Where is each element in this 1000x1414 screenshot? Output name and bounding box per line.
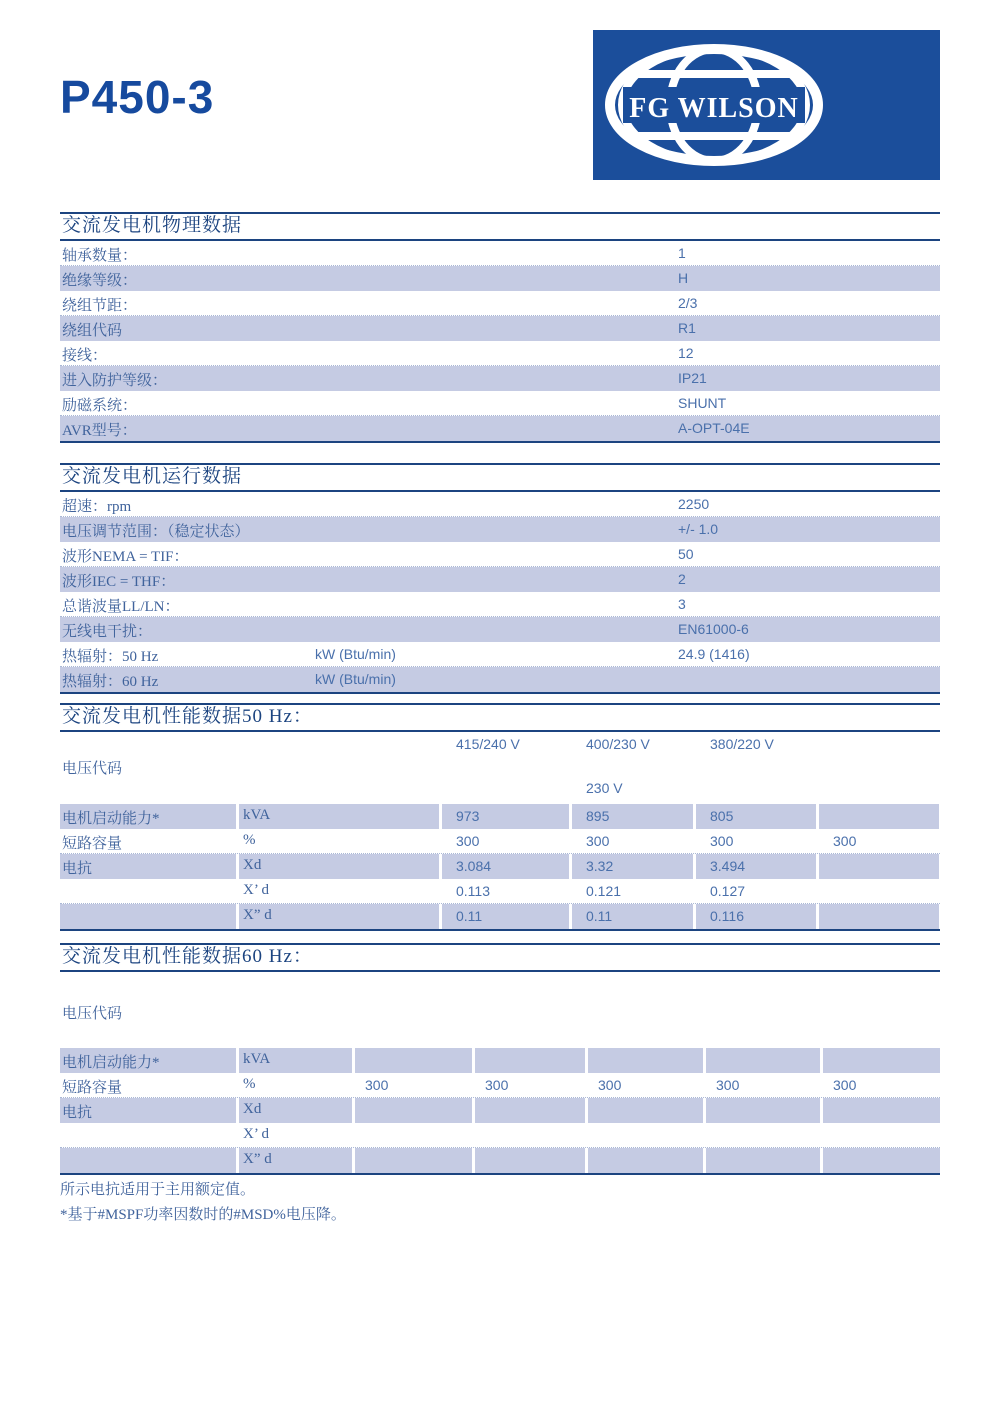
page-title: P450-3 <box>60 71 215 123</box>
row-label: 轴承数量： <box>62 248 138 264</box>
table-row <box>60 366 940 391</box>
cell-value: 300 <box>833 833 857 849</box>
row-label: 电压调节范围：（稳定状态） <box>62 524 250 540</box>
table-row <box>60 266 940 291</box>
spec-table <box>60 492 940 694</box>
voltage-code-label: 电压代码 <box>62 761 123 777</box>
cell-value <box>819 804 939 829</box>
cell-value: 0.121 <box>586 883 622 899</box>
row-unit: kVA <box>239 1048 352 1073</box>
cell-value: 300 <box>598 1077 622 1093</box>
page-header <box>60 30 940 180</box>
cell-value <box>475 1048 585 1073</box>
table-row <box>60 667 940 692</box>
cell-value <box>819 904 939 929</box>
cell-value <box>706 1098 820 1123</box>
voltage-code-row <box>60 757 940 780</box>
performance-table-60hz <box>60 1048 940 1175</box>
cell-value: 300 <box>586 833 610 849</box>
row-value: A-OPT-04E <box>678 420 750 436</box>
cell-value <box>823 1123 940 1148</box>
row-label <box>60 1123 236 1148</box>
row-unit: X’ d <box>243 882 269 898</box>
row-unit: X” d <box>239 1148 352 1173</box>
table-row <box>60 416 940 441</box>
performance-table-50hz <box>60 804 940 931</box>
table-row <box>60 1048 940 1073</box>
table-row <box>60 291 940 316</box>
voltage-code-label: 电压代码 <box>62 1006 123 1022</box>
row-label: 电抗 <box>60 1098 236 1123</box>
table-row <box>60 854 940 879</box>
footnote: 所示电抗适用于主用额定值。 <box>60 1182 256 1198</box>
table-row <box>60 567 940 592</box>
cell-value <box>823 1048 940 1073</box>
row-value: R1 <box>678 320 696 336</box>
row-label: 短路容量 <box>62 1080 123 1096</box>
cell-value: 300 <box>716 1077 740 1093</box>
voltage-header: 415/240 V <box>456 736 520 752</box>
section-title: 交流发电机性能数据60 Hz： <box>60 943 940 972</box>
row-label: 无线电干扰： <box>62 624 153 640</box>
table-row <box>60 391 940 416</box>
cell-value: 300 <box>456 833 480 849</box>
section-operating-data <box>60 463 940 694</box>
cell-value: 0.116 <box>696 904 816 929</box>
voltage-code-row <box>60 1002 940 1024</box>
row-label: 电机启动能力* <box>60 1048 236 1073</box>
table-row <box>60 879 940 904</box>
table-row <box>60 617 940 642</box>
row-value: 24.9 (1416) <box>678 646 750 662</box>
cell-value <box>823 1148 940 1173</box>
row-value: EN61000-6 <box>678 621 749 637</box>
cell-value <box>588 1148 703 1173</box>
section-title: 交流发电机运行数据 <box>60 463 940 492</box>
cell-value <box>706 1123 820 1148</box>
row-label <box>60 879 236 904</box>
cell-value: 300 <box>485 1077 509 1093</box>
cell-value <box>475 1123 585 1148</box>
table-row <box>60 241 940 266</box>
fg-wilson-logo <box>593 30 940 180</box>
section-performance-60hz <box>60 943 940 1175</box>
row-label: 绝缘等级： <box>62 273 138 289</box>
row-label: 波形IEC = THF： <box>62 574 176 590</box>
row-unit: Xd <box>239 1098 352 1123</box>
table-row <box>60 492 940 517</box>
row-unit: kW (Btu/min) <box>315 671 396 687</box>
row-label: 总谐波量LL/LN： <box>62 599 180 615</box>
table-row <box>60 517 940 542</box>
row-value: SHUNT <box>678 395 727 411</box>
voltage-header: 400/230 V <box>586 736 650 752</box>
cell-value: 0.11 <box>442 904 569 929</box>
row-label: 热辐射：60 Hz <box>62 674 159 690</box>
table-row <box>60 542 940 567</box>
cell-value: 895 <box>572 804 693 829</box>
voltage-header-row <box>60 736 940 757</box>
row-label <box>60 904 236 929</box>
row-unit: Xd <box>239 854 439 879</box>
table-row <box>60 1073 940 1098</box>
row-value: 12 <box>678 345 694 361</box>
row-unit: % <box>243 1076 256 1092</box>
section-title: 交流发电机物理数据 <box>60 212 940 241</box>
section-title: 交流发电机性能数据50 Hz： <box>60 703 940 732</box>
voltage-subheader: 230 V <box>586 780 623 796</box>
cell-value: 300 <box>833 1077 857 1093</box>
row-label: 绕组代码 <box>62 323 123 339</box>
row-label: 进入防护等级： <box>62 373 168 389</box>
cell-value <box>819 854 939 879</box>
table-row <box>60 829 940 854</box>
cell-value <box>475 1148 585 1173</box>
cell-value <box>355 1123 472 1148</box>
cell-value: 0.113 <box>456 883 490 899</box>
footnotes <box>60 1178 940 1228</box>
voltage-subheader-row <box>60 780 940 802</box>
spec-table <box>60 241 940 443</box>
row-value: 50 <box>678 546 694 562</box>
table-row <box>60 341 940 366</box>
section-performance-50hz <box>60 703 940 931</box>
row-label: AVR型号： <box>62 423 137 439</box>
row-value: 3 <box>678 596 686 612</box>
cell-value: 300 <box>365 1077 389 1093</box>
row-unit: X’ d <box>243 1126 269 1142</box>
cell-value <box>706 1048 820 1073</box>
row-value: 2250 <box>678 496 710 512</box>
cell-value <box>823 1098 940 1123</box>
cell-value: 805 <box>696 804 816 829</box>
voltage-header <box>819 736 939 757</box>
cell-value <box>355 1148 472 1173</box>
cell-value: 3.32 <box>572 854 693 879</box>
row-label: 绕组节距： <box>62 298 138 314</box>
cell-value: 3.494 <box>696 854 816 879</box>
table-row <box>60 904 940 929</box>
row-label: 短路容量 <box>62 836 123 852</box>
table-row <box>60 592 940 617</box>
cell-value <box>588 1098 703 1123</box>
row-label: 波形NEMA = TIF： <box>62 549 189 565</box>
footnote: *基于#MSPF功率因数时的#MSD%电压降。 <box>60 1207 346 1223</box>
row-label: 励磁系统： <box>62 398 138 414</box>
cell-value <box>475 1098 585 1123</box>
table-row <box>60 1098 940 1123</box>
row-label: 电机启动能力* <box>60 804 236 829</box>
cell-value: 0.127 <box>710 883 746 899</box>
row-label: 热辐射：50 Hz <box>62 649 159 665</box>
row-label: 接线： <box>62 348 108 364</box>
cell-value <box>819 879 939 904</box>
logo-text: FG WILSON <box>629 93 799 124</box>
row-unit: X” d <box>239 904 439 929</box>
cell-value: 973 <box>442 804 569 829</box>
row-unit: kVA <box>239 804 439 829</box>
row-value: +/- 1.0 <box>678 521 719 537</box>
section-physical-data <box>60 212 940 443</box>
row-unit: % <box>243 832 256 848</box>
table-row <box>60 1123 940 1148</box>
row-label: 电抗 <box>60 854 236 879</box>
table-row <box>60 804 940 829</box>
cell-value: 0.11 <box>572 904 693 929</box>
voltage-block <box>60 736 940 802</box>
row-label: 超速：rpm <box>62 499 132 515</box>
cell-value <box>355 1098 472 1123</box>
cell-value <box>355 1048 472 1073</box>
row-value: H <box>678 270 689 286</box>
row-value: 1 <box>678 245 686 261</box>
cell-value <box>706 1148 820 1173</box>
row-value: IP21 <box>678 370 707 386</box>
row-label <box>60 1148 236 1173</box>
row-value: 2/3 <box>678 295 698 311</box>
cell-value: 300 <box>710 833 734 849</box>
row-value: 2 <box>678 571 686 587</box>
cell-value <box>588 1048 703 1073</box>
cell-value: 3.084 <box>442 854 569 879</box>
row-unit: kW (Btu/min) <box>315 646 396 662</box>
voltage-header: 380/220 V <box>710 736 774 752</box>
table-row <box>60 1148 940 1173</box>
cell-value <box>588 1123 703 1148</box>
table-row <box>60 316 940 341</box>
table-row <box>60 642 940 667</box>
